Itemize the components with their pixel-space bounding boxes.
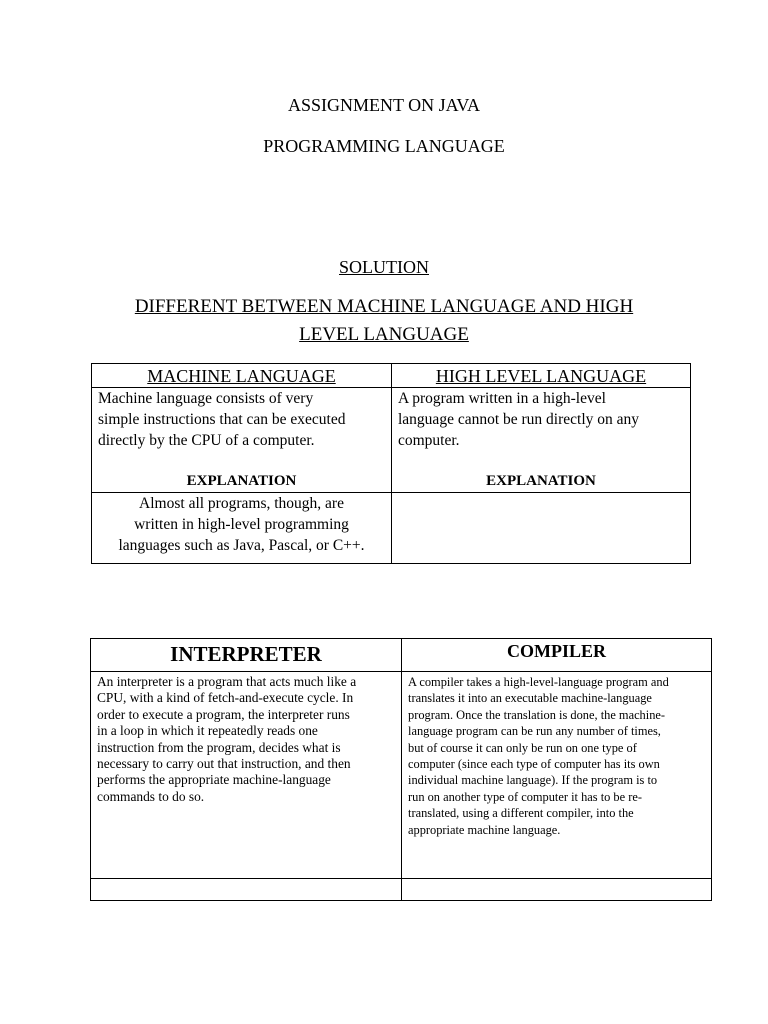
description-line: appropriate machine language. (408, 822, 561, 837)
definition-line: simple instructions that can be executed (98, 411, 346, 428)
explanation-line: languages such as Java, Pascal, or C++. (118, 537, 365, 554)
table-divider-header (91, 671, 711, 672)
title-line-2: PROGRAMMING LANGUAGE (263, 136, 505, 156)
compiler-description (408, 674, 708, 838)
header-interpreter: INTERPRETER (170, 642, 322, 666)
description-line: translated, using a different compiler, into the (408, 806, 634, 821)
description-line: translates it into an executable machine-language (408, 691, 652, 706)
title-line-1: ASSIGNMENT ON JAVA (287, 95, 481, 115)
description-line: program. Once the translation is done, the machine- (408, 707, 666, 722)
explanation-line: Almost all programs, though, are (139, 495, 344, 512)
high-level-language-definition (398, 388, 688, 451)
explanation-label-high-level: EXPLANATION (486, 473, 596, 489)
header-high-level-language: HIGH LEVEL LANGUAGE (435, 366, 647, 386)
description-line: necessary to carry out that instruction, and then (97, 756, 351, 772)
definition-line: directly by the CPU of a computer. (98, 432, 315, 449)
interpreter-description (97, 674, 397, 805)
table-divider-footer (91, 878, 711, 879)
description-line: computer (since each type of computer has its own (408, 757, 660, 772)
description-line: A compiler takes a high-level-language program and (408, 675, 669, 689)
description-line: but of course it can only be run on one type of (408, 740, 637, 755)
machine-language-explanation (92, 493, 391, 556)
explanation-line: written in high-level programming (134, 516, 349, 533)
description-line: performs the appropriate machine-language (97, 772, 331, 788)
solution-label (0, 256, 768, 278)
section-heading-line-1: DIFFERENT BETWEEN MACHINE LANGUAGE AND HIGH (134, 296, 634, 317)
description-line: in a loop in which it repeatedly reads one (97, 723, 318, 739)
description-line: run on another type of computer it has to be re- (408, 789, 642, 804)
definition-line: A program written in a high-level (398, 390, 606, 407)
comparison-table-interpreter-vs-compiler (90, 638, 712, 901)
section-heading-line-2: LEVEL LANGUAGE (299, 324, 469, 345)
explanation-label-machine: EXPLANATION (186, 473, 297, 489)
section-heading (100, 293, 668, 349)
table-divider-vertical (391, 364, 392, 563)
header-machine-language: MACHINE LANGUAGE (147, 366, 336, 386)
description-line: individual machine language). If the program is to (408, 773, 658, 788)
comparison-table-machine-vs-high-level (91, 363, 691, 564)
description-line: CPU, with a kind of fetch-and-execute cycle. In (97, 690, 354, 706)
description-line: An interpreter is a program that acts much like a (97, 674, 357, 689)
definition-line: Machine language consists of very (98, 390, 314, 407)
solution-label-text: SOLUTION (339, 257, 429, 277)
machine-language-definition (98, 388, 388, 451)
header-compiler: COMPILER (507, 641, 606, 661)
description-line: instruction from the program, decides what is (97, 739, 341, 755)
definition-line: computer. (398, 432, 460, 449)
definition-line: language cannot be run directly on any (398, 411, 640, 428)
table-divider-vertical (401, 639, 402, 900)
description-line: language program can be run any number of times, (408, 724, 661, 739)
description-line: commands to do so. (97, 788, 205, 804)
description-line: order to execute a program, the interpreter runs (97, 706, 350, 722)
